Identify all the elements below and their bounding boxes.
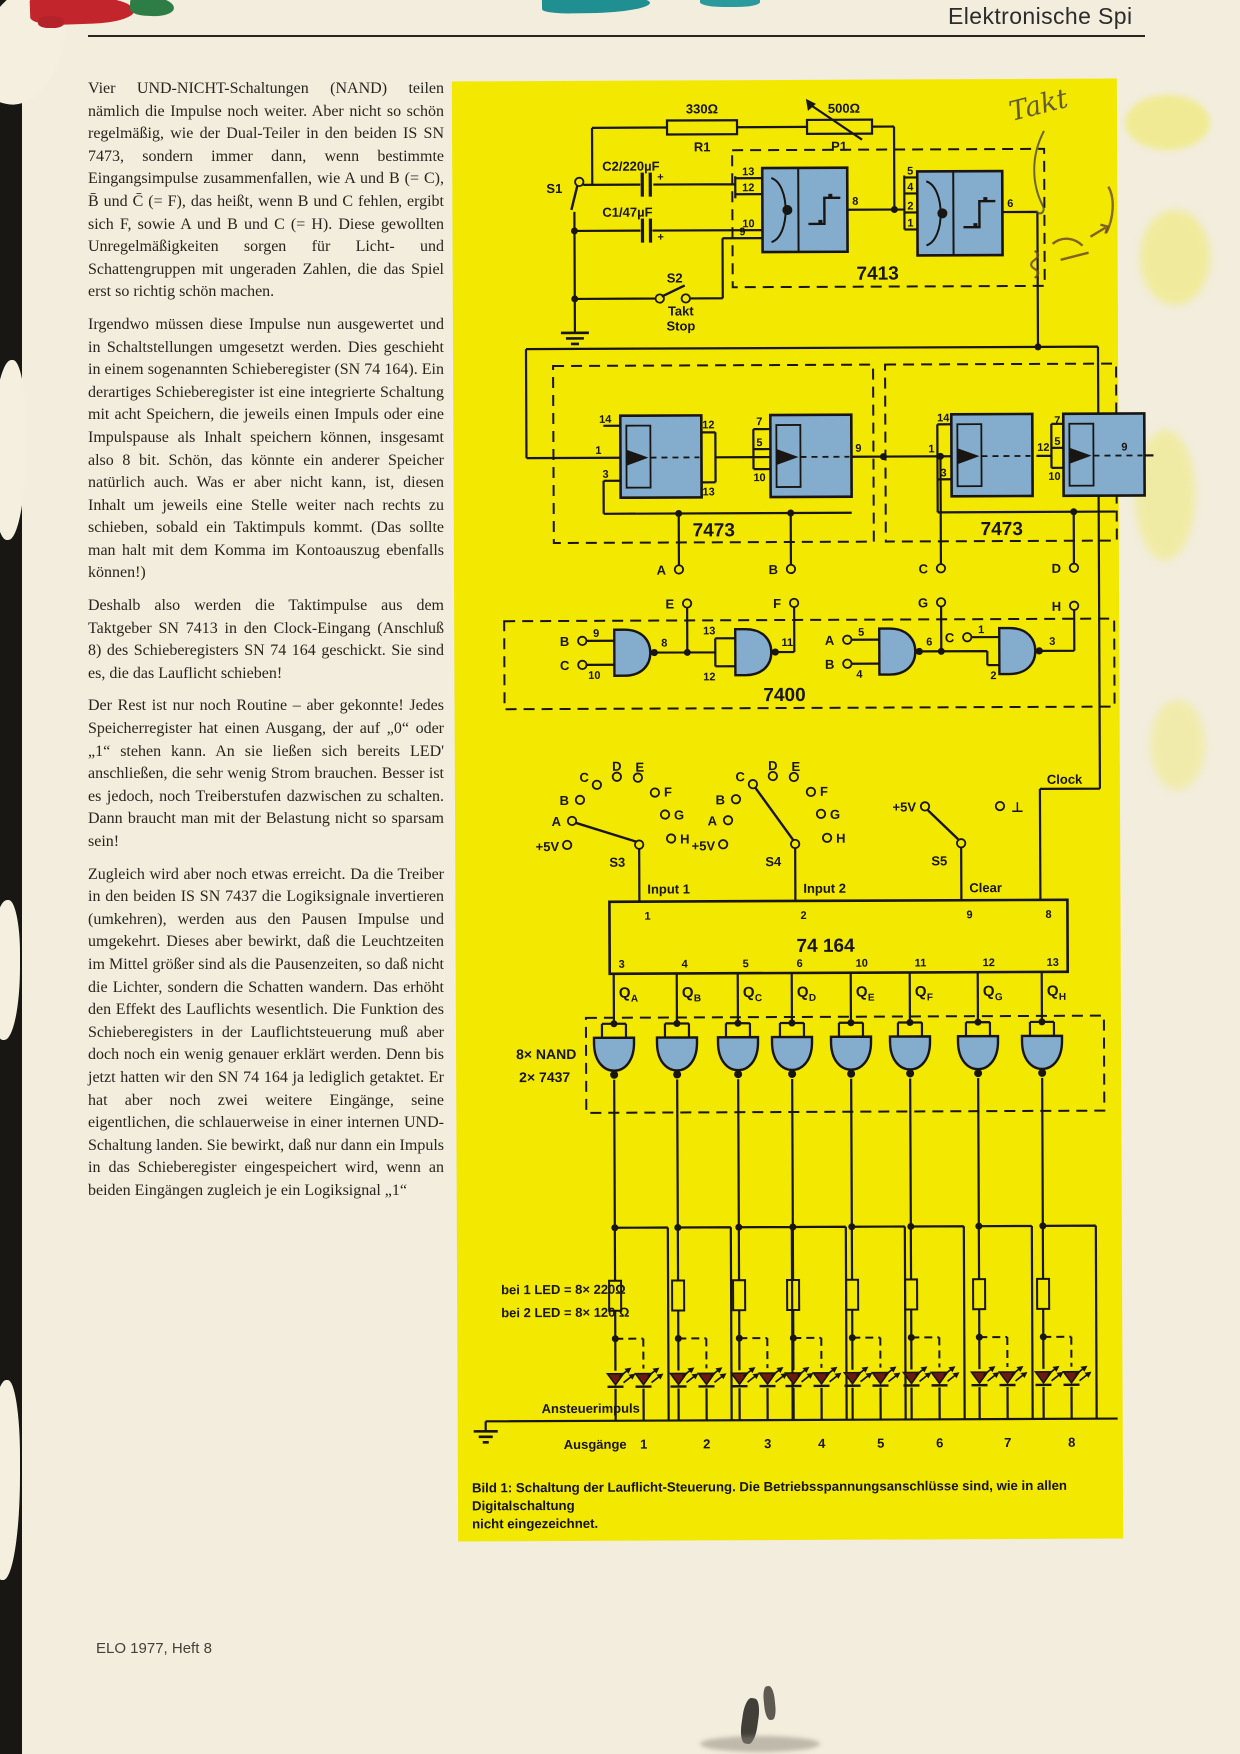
led (670, 1367, 698, 1386)
led (844, 1367, 872, 1386)
label-c1-plus: + (657, 231, 664, 244)
dashed-led-spurs (615, 1337, 1071, 1369)
terminal-label-f: F (773, 596, 782, 612)
nand-gate (879, 628, 923, 674)
q-output-label: Q (796, 983, 809, 1001)
terminal-g (937, 598, 945, 606)
pin-label: 13 (702, 486, 715, 499)
led (999, 1366, 1027, 1385)
pin-label: 12 (982, 957, 995, 970)
circuit-diagram (452, 79, 1128, 1542)
torn-paper (0, 360, 26, 540)
gate-input-label: B (559, 633, 570, 649)
q-output-label: Q (1046, 982, 1059, 1000)
pin-label: 10 (1048, 470, 1061, 483)
driver-nand (718, 1037, 758, 1078)
pin-label: 6 (926, 636, 933, 649)
ground-symbol (561, 333, 589, 344)
terminal-b (787, 565, 795, 573)
q-output-sub: F (926, 992, 933, 1004)
pin-label: 6 (1007, 198, 1014, 211)
label-s4: S4 (765, 854, 782, 870)
potentiometer-arrowhead (806, 99, 816, 111)
pin-label: 3 (1049, 635, 1056, 648)
handwritten-takt: Takt (1006, 83, 1072, 128)
article-paragraph: Vier UND-NICHT-Schaltungen (NAND) teilen nämlich die Impulse noch weiter. Aber nicht so schön regelmäßig, wie der Dual-Teiler in den beiden IS SN 7473, sondern immer dann, wenn bestimmte Eingangsimpulse zusammenfallen, wie A und B (= C), B̄ und C̄ (= F), das heißt, wenn B und C fehlen, ergibt sich F, sowie A und B und C (= H). Diese gewollten Unregelmäßigkeiten sorgen für Licht- und Schattengruppen mit ungeraden Zahlen, die das Spiel erst so richtig schön machen. (88, 80, 444, 301)
pin-label: 12 (742, 182, 755, 195)
label-2x-7437: 2× 7437 (519, 1068, 571, 1086)
label-8x-nand: 8× NAND (516, 1045, 577, 1063)
pin-label: 7 (756, 416, 763, 429)
label-r1-value: 330Ω (685, 101, 719, 117)
output-number: 4 (818, 1435, 826, 1451)
issue-footer: ELO 1977, Heft 8 (96, 1640, 212, 1657)
terminal-e (683, 599, 691, 607)
ground-symbol (474, 1431, 498, 1442)
fan-label: D (612, 758, 622, 774)
q-output-sub: B (693, 993, 702, 1005)
ic-label-7413: 7413 (856, 263, 899, 285)
terminal-label-e: E (665, 596, 675, 612)
torn-strip-teal (700, 0, 760, 7)
article-paragraph: Deshalb also werden die Taktimpulse aus dem Taktgeber SN 7413 in den Clock-Eingang (Anschluß 8) des Schieberegisters SN 74 164 geschickt. Sie sind es, die das Lauflicht schieben! (88, 597, 444, 682)
pin-label: 11 (914, 957, 927, 970)
ic-label-7473: 7473 (980, 518, 1023, 541)
pin-label: 10 (855, 957, 868, 970)
flipflop-cell (620, 415, 701, 497)
terminal-f (790, 599, 798, 607)
led (607, 1368, 635, 1387)
led (635, 1368, 663, 1387)
smudge-dark (762, 1686, 776, 1721)
fan-label: E (635, 759, 645, 775)
pin-label: 1 (595, 444, 602, 457)
series-resistor (973, 1279, 985, 1309)
pin-label: 3 (618, 958, 625, 971)
terminal-c (937, 564, 945, 572)
fan-label-5v: +5V (535, 838, 560, 855)
q-output-sub: G (994, 992, 1003, 1004)
pin-label: 2 (907, 200, 914, 213)
pin-label: 5 (858, 626, 865, 639)
page-header-title: Elektronische Spi (948, 3, 1133, 29)
pin-label: 10 (753, 472, 766, 485)
pin-label: 9 (966, 909, 973, 922)
q-output-sub: D (808, 992, 817, 1004)
switch-contact (682, 294, 690, 302)
led (759, 1367, 787, 1386)
series-resistor (905, 1279, 917, 1309)
pin-label: 3 (940, 467, 947, 480)
led (903, 1366, 931, 1385)
pin-label: 4 (681, 958, 688, 971)
pin-label: 9 (1121, 441, 1128, 454)
label-ansteuerimpuls: Ansteuerimpuls (541, 1400, 640, 1417)
label-s1: S1 (546, 180, 563, 197)
driver-nand (772, 1037, 812, 1078)
label-input1: Input 1 (647, 881, 690, 897)
pin-label: 3 (602, 468, 609, 481)
output-number: 1 (640, 1436, 648, 1452)
flipflop-cell (770, 415, 851, 497)
input-contact (578, 661, 586, 669)
fan-label: C (735, 769, 745, 785)
clear-switch-s5 (921, 802, 1005, 848)
q-output-label: Q (618, 984, 631, 1002)
driver-nand (657, 1037, 697, 1078)
label-p1: P1 (831, 138, 848, 154)
fan-label: H (836, 830, 846, 846)
header-rule (88, 35, 1145, 37)
torn-strip-teal (542, 0, 650, 14)
ground-terminal-label: ⊥ (1010, 798, 1024, 816)
q-output-sub: A (630, 993, 639, 1005)
pin-label: 9 (739, 226, 746, 239)
pin-label: 12 (703, 671, 716, 684)
fan-label: D (768, 758, 778, 774)
gate-input-label: C (559, 657, 570, 673)
pin-label: 14 (599, 413, 612, 426)
led (1063, 1366, 1091, 1385)
fan-label-5v: +5V (691, 838, 716, 854)
led (1035, 1366, 1063, 1385)
pin-label: 12 (1037, 441, 1050, 454)
input-contact (843, 636, 851, 644)
led (785, 1367, 813, 1386)
pin-label: 14 (937, 412, 950, 425)
pin-label: 4 (856, 668, 863, 681)
potentiometer-p1 (807, 120, 872, 134)
terminal-d (1070, 564, 1078, 572)
pin-label: 8 (661, 637, 668, 650)
terminal-label-d: D (1051, 560, 1061, 576)
label-resistor-note2: bei 2 LED = 8× 120 Ω (501, 1304, 630, 1321)
pin-label: 1 (978, 624, 985, 637)
driver-nand (831, 1037, 871, 1078)
terminal-a (675, 565, 683, 573)
label-ausgaenge: Ausgänge (563, 1436, 627, 1452)
fan-label: E (791, 758, 801, 774)
fan-label: G (673, 807, 685, 823)
fan-label: H (680, 831, 690, 847)
smudge (1125, 95, 1210, 150)
resistor-r1 (667, 120, 737, 134)
handwritten-annotation (1006, 83, 1113, 278)
q-output-label: Q (855, 983, 868, 1001)
led (698, 1367, 726, 1386)
driver-nand (958, 1036, 998, 1077)
flipflop-cell (1063, 413, 1144, 495)
fan-label: G (829, 806, 841, 822)
switch-s2-blade (662, 285, 685, 296)
article-column (88, 78, 444, 1213)
fan-label: B (715, 792, 725, 808)
q-output-sub: E (867, 992, 875, 1004)
pin-label: 1 (907, 217, 914, 230)
output-number: 2 (703, 1436, 711, 1452)
label-clock: Clock (1046, 771, 1083, 787)
led (931, 1366, 959, 1385)
pin-label: 2 (800, 909, 807, 922)
ic-label-7400: 7400 (763, 684, 806, 707)
pin-label: 13 (703, 625, 716, 638)
label-c1: C1/47µF (602, 204, 653, 220)
label-resistor-note1: bei 1 LED = 8× 220Ω (501, 1281, 626, 1298)
pin-label: 1 (644, 910, 651, 923)
pin-label: 12 (702, 419, 715, 432)
pin-label: 9 (593, 627, 600, 640)
torn-strip-red (38, 16, 64, 28)
label-r1: R1 (693, 139, 711, 155)
q-output-sub: C (754, 993, 763, 1005)
fan-label: A (551, 813, 562, 830)
output-number: 5 (877, 1435, 885, 1451)
label-clear: Clear (969, 880, 1002, 896)
q-output-label: Q (681, 984, 694, 1002)
fan-label: A (707, 813, 718, 829)
smudge (1150, 700, 1205, 790)
input-contact (578, 637, 586, 645)
pin-label: 5 (756, 437, 763, 450)
pin-label: 5 (907, 165, 914, 178)
output-number: 3 (764, 1436, 772, 1452)
fan-label: F (663, 784, 672, 800)
terminal-label-c: C (918, 561, 928, 577)
output-number: 6 (936, 1435, 944, 1451)
gate-input-label: A (824, 632, 835, 648)
input-contact (843, 660, 851, 668)
output-number: 7 (1004, 1435, 1012, 1451)
terminal-h (1070, 602, 1078, 610)
pin-label: 7 (1054, 414, 1061, 427)
label-p1-value: 500Ω (827, 100, 861, 116)
q-output-sub: H (1058, 991, 1067, 1003)
ic-label-7473: 7473 (692, 520, 735, 542)
caption-line2: nicht eingezeichnet. (472, 1515, 599, 1532)
pin-label: 5 (1054, 435, 1061, 448)
fan-label: C (579, 769, 589, 785)
terminal-label-g: G (917, 595, 929, 611)
label-s2-stop: Stop (666, 318, 696, 334)
pin-label: 6 (796, 957, 803, 970)
flipflop-cell (951, 414, 1032, 496)
smudge (1140, 210, 1210, 305)
schmitt-nand-gate (917, 171, 1002, 255)
switch-contact (575, 178, 583, 186)
label-s5-5v: +5V (892, 799, 917, 815)
caption-line1: Bild 1: Schaltung der Lauflicht-Steuerung. Die Betriebsspannungsanschlüsse sind, wie in allen Digitalschaltung (471, 1477, 1067, 1514)
pin-label: 2 (990, 670, 997, 683)
led (731, 1367, 759, 1386)
schematic-figure (452, 79, 1128, 1542)
label-c2-plus: + (657, 171, 664, 184)
pin-label: 10 (588, 669, 601, 682)
driver-nand (1022, 1036, 1062, 1077)
gate-input-label: C (944, 630, 955, 646)
label-input2: Input 2 (803, 880, 846, 896)
fan-label: F (819, 783, 828, 799)
schmitt-nand-gate (762, 168, 847, 252)
article-paragraph: Irgendwo müssen diese Impulse nun ausgewertet und in Schaltstellungen umgesetzt werden. Dies geschieht in einem sogenannten Schieberegister (SN 74 164). Ein derartiges Schieberegister ist eine integrierte Schaltung mit acht Speichern, die jeweils einen Impuls oder eine Impulspause als Inhalt speichern können, insgesamt also 8 bit. Schön, das könnte ein anderer Speicher natürlich auch. Was er aber nicht kann, ist, diesen Inhalt um jeweils eine Stelle weiter nach rechts zu schieben, sobald ein Taktimpuls kommt. (Das sollte man halt mit dem Komma im Kontoauszug ebenfalls können!) (88, 315, 444, 582)
pin-label: 13 (1046, 956, 1059, 969)
nand-gate (735, 629, 779, 675)
junction-dots (571, 205, 1081, 1342)
pin-label: 8 (1045, 908, 1052, 921)
pin-label: 9 (855, 442, 862, 455)
pin-label: 13 (742, 166, 755, 179)
pin-label: 5 (742, 958, 749, 971)
led (971, 1366, 999, 1385)
nand-gate (999, 628, 1043, 674)
series-resistor (672, 1280, 684, 1310)
pin-label: 8 (852, 195, 859, 208)
label-c2: C2/220µF (602, 158, 660, 174)
pin-label: 10 (742, 218, 755, 231)
terminal-label-a: A (656, 562, 666, 578)
smudge-gray (700, 1736, 820, 1752)
q-output-label: Q (914, 983, 927, 1001)
led (872, 1367, 900, 1386)
series-resistor (1037, 1279, 1049, 1309)
label-s5: S5 (931, 853, 948, 869)
label-s2: S2 (666, 270, 683, 286)
pin-label: 11 (781, 636, 794, 650)
pin-label: 1 (928, 443, 935, 456)
terminal-label-b: B (768, 562, 778, 578)
article-paragraph: Der Rest ist nur noch Routine – aber gekonnte! Jedes Speicherregister hat einen Ausgang, der auf „0“ oder „1“ stehen kann. An sie ließen sich bereits LED' anschließen, die sehr wenig Strom brauchen. Besser ist es jedoch, noch Treiberstufen dazwischen zu schalten. Dann braucht man mit der Belastung nicht so sparsam sein! (88, 697, 444, 850)
led (813, 1367, 841, 1386)
series-resistor (846, 1280, 858, 1310)
q-output-label: Q (742, 984, 755, 1002)
nand-gate (614, 630, 658, 676)
input-contact (963, 633, 971, 641)
torn-strip-green (130, 0, 175, 17)
pin-label: 4 (907, 181, 914, 194)
ic-label-74164: 74 164 (796, 935, 855, 957)
driver-nand (890, 1036, 930, 1077)
terminal-label-h: H (1051, 598, 1062, 614)
output-number: 8 (1068, 1434, 1076, 1450)
switch-s1-blade (571, 186, 577, 210)
figure-caption (472, 1477, 1117, 1534)
driver-nand (594, 1038, 634, 1079)
series-resistor (733, 1280, 745, 1310)
label-s2-takt: Takt (667, 303, 694, 319)
article-paragraph: Zugleich wird aber noch etwas erreicht. Da die Treiber in den beiden IS SN 7437 die Logiksignale invertieren (umkehren), werden aus den Pausen Impulse und umgekehrt. Dieses aber bewirkt, daß die Leuchtzeiten im Mittel größer sind als die Pausenzeiten, so daß nicht die Lichter, sondern die Schatten wandern. Das erhöht den Effekt des Lauflichts wesentlich. Die Funktion des Schieberegisters in der Lauflichtsteuerung muß aber doch noch ein wenig genauer erklärt werden. Denn bis jetzt hatten wir den SN 74 164 ja lediglich getaktet. Er hat aber noch zwei weitere Eingänge, seine eigentlichen, die schlauerweise in einer internen UND-Schaltung landen. Sie bewirkt, daß nur dann ein Impuls in das Schieberegister eingespeichert wird, wenn an beiden Eingängen zugleich je ein Logiksignal „1“ (88, 865, 444, 1199)
q-output-label: Q (982, 983, 995, 1001)
gate-input-label: B (824, 656, 835, 672)
label-s3: S3 (609, 854, 626, 870)
fan-label: B (559, 792, 569, 808)
